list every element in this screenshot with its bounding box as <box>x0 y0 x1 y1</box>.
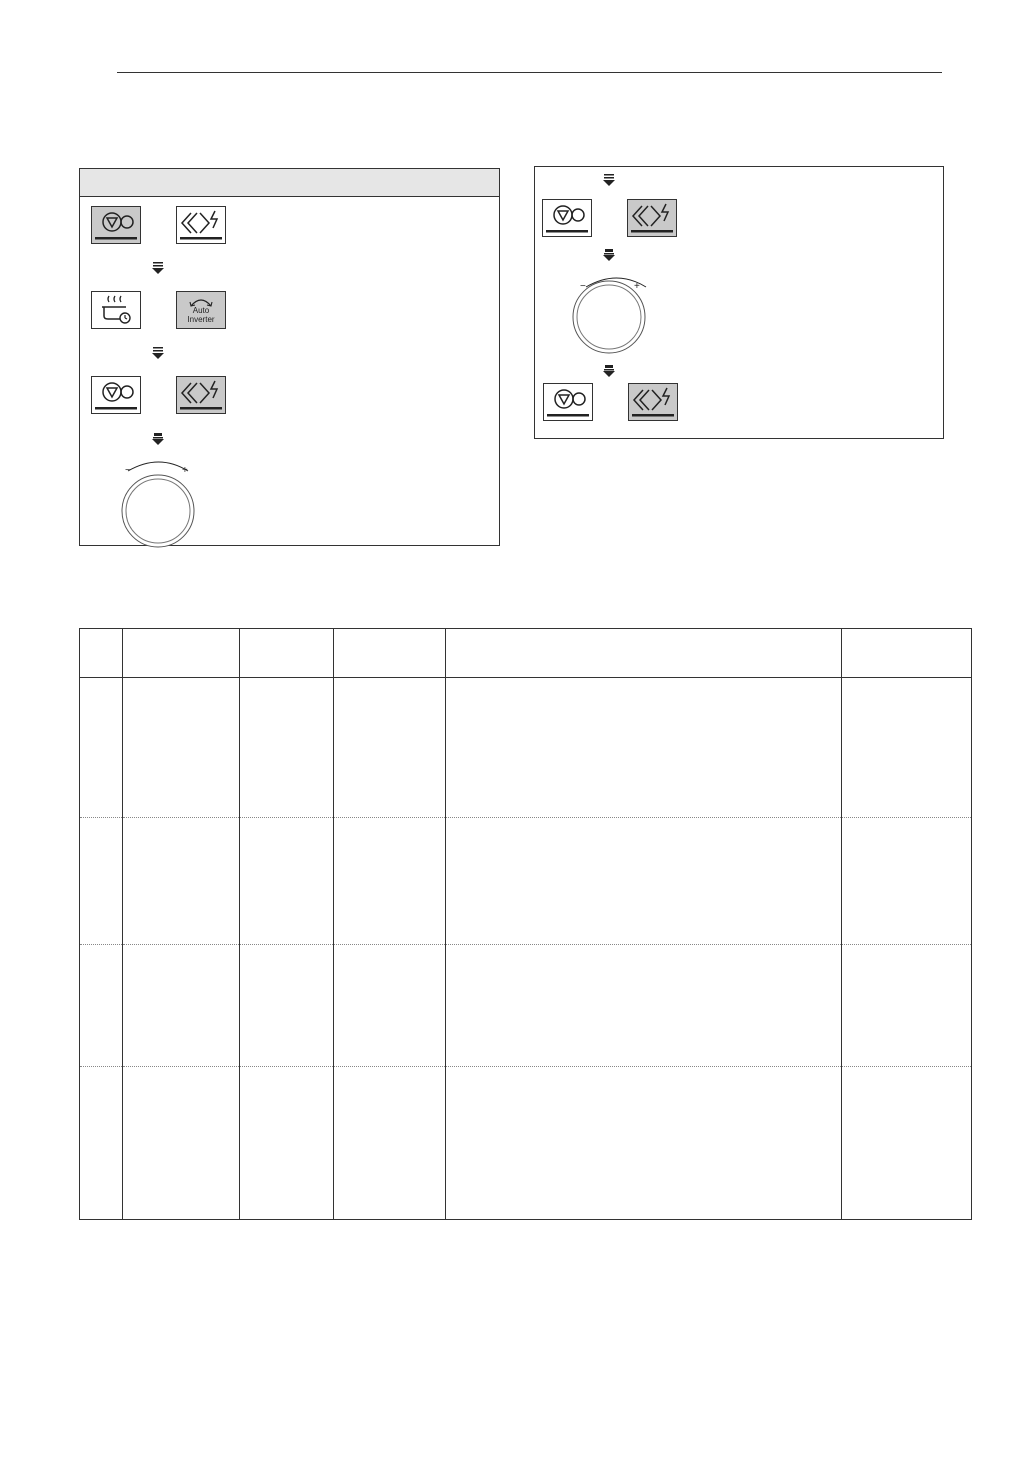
table-cell <box>334 678 446 818</box>
table-cell <box>334 818 446 945</box>
double-down-arrow-icon <box>602 174 616 186</box>
table-cell <box>240 945 334 1067</box>
microwave-power-icon <box>628 200 676 236</box>
auto-inverter-button[interactable] <box>176 291 226 329</box>
table-cell <box>842 1067 972 1220</box>
table-cell <box>123 1067 240 1220</box>
table-cell <box>842 678 972 818</box>
down-arrow-icon <box>151 433 165 445</box>
down-arrow-icon <box>602 365 616 377</box>
table-cell <box>80 678 123 818</box>
control-dial[interactable] <box>114 455 204 551</box>
dial-icon <box>572 271 662 367</box>
table-row <box>80 1067 972 1220</box>
microwave-power-icon <box>177 377 225 413</box>
table-cell <box>446 1067 842 1220</box>
stop-clear-button[interactable] <box>543 383 593 421</box>
table-header-cell <box>334 629 446 678</box>
stop-clear-icon <box>543 200 591 236</box>
table-cell <box>240 1067 334 1220</box>
table-row <box>80 818 972 945</box>
double-down-arrow-icon <box>151 262 165 274</box>
table-row <box>80 945 972 1067</box>
dial-minus-label: − <box>580 281 586 292</box>
table-header-cell <box>842 629 972 678</box>
table-cell <box>80 1067 123 1220</box>
stop-clear-icon <box>544 384 592 420</box>
table-cell <box>334 945 446 1067</box>
auto-label: Auto <box>192 306 210 315</box>
steam-pot-timer-icon <box>92 292 140 328</box>
stop-clear-button[interactable] <box>91 376 141 414</box>
down-arrow-icon <box>602 249 616 261</box>
top-rule <box>117 72 942 73</box>
table-cell <box>842 818 972 945</box>
table-header-cell <box>123 629 240 678</box>
table-cell <box>123 678 240 818</box>
inverter-label: Inverter <box>187 315 215 324</box>
right-instruction-panel <box>534 166 944 439</box>
table-header-cell <box>80 629 123 678</box>
stop-clear-button[interactable] <box>91 206 141 244</box>
stop-clear-icon <box>92 377 140 413</box>
microwave-start-button[interactable] <box>176 206 226 244</box>
table-header-cell <box>446 629 842 678</box>
microwave-start-button[interactable] <box>628 383 678 421</box>
dial-plus-label: + <box>182 465 188 476</box>
table-cell <box>446 818 842 945</box>
dial-minus-label: − <box>125 465 131 476</box>
microwave-power-icon <box>177 207 225 243</box>
microwave-start-button[interactable] <box>176 376 226 414</box>
left-panel-header <box>80 169 499 197</box>
microwave-start-button[interactable] <box>627 199 677 237</box>
table-header-cell <box>240 629 334 678</box>
microwave-power-icon <box>629 384 677 420</box>
table-cell <box>842 945 972 1067</box>
stop-clear-icon <box>92 207 140 243</box>
table-cell <box>446 678 842 818</box>
table-cell <box>240 678 334 818</box>
left-instruction-panel <box>79 168 500 546</box>
dial-icon <box>114 455 204 551</box>
table-cell <box>123 945 240 1067</box>
cooking-guide-table <box>79 628 971 1220</box>
table-cell <box>123 818 240 945</box>
table-cell <box>446 945 842 1067</box>
table-header-row <box>80 629 972 678</box>
table-row <box>80 678 972 818</box>
table-cell <box>240 818 334 945</box>
stop-clear-button[interactable] <box>542 199 592 237</box>
steam-timer-button[interactable] <box>91 291 141 329</box>
table-cell <box>334 1067 446 1220</box>
table-cell <box>80 818 123 945</box>
control-dial[interactable] <box>572 271 662 367</box>
table-cell <box>80 945 123 1067</box>
dial-plus-label: + <box>634 281 640 292</box>
double-down-arrow-icon <box>151 347 165 359</box>
